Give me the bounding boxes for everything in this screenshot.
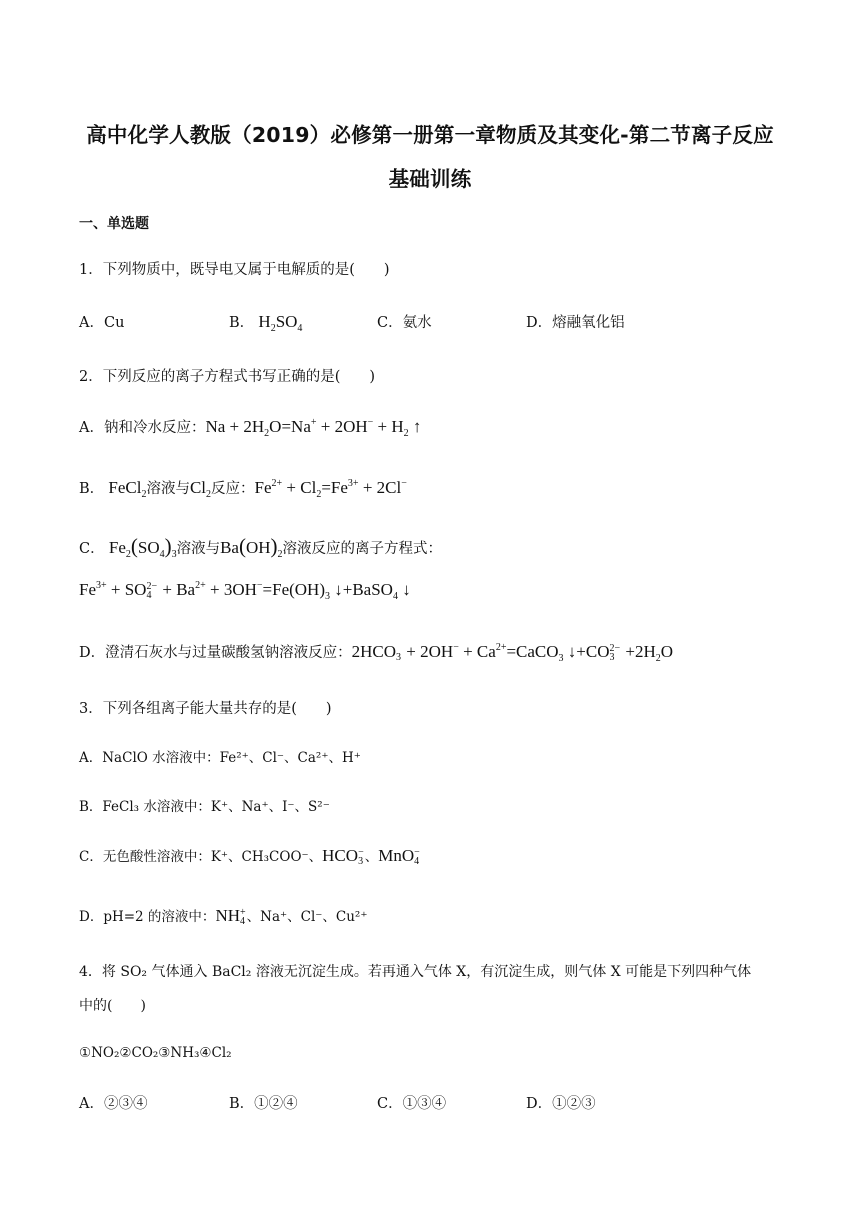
formula-h2so4: $H_2SO_4$	[254, 312, 303, 334]
q4-option-a: A．②③④	[79, 1096, 148, 1112]
q1-options	[79, 311, 719, 335]
q4-option-c: C．①③④	[377, 1096, 447, 1112]
equation-d: 2HCO 3 + $2OH^- + Ca^{2+}=CaCO_3$ ↓+CO 2− 3 $+2H_2O$	[351, 642, 674, 664]
doc-title-line2: 基础训练	[388, 167, 472, 191]
q1-option-c: C．氨水	[377, 315, 432, 331]
q2-option-d: D．澄清石灰水与过量碳酸氢钠溶液反应：2HCO 3 + $2OH^- + Ca^{2+}=CaCO_3$ ↓+CO 2− 3 $+2H_2O$	[79, 642, 674, 664]
q4-stem-line1: 4．将 SO₂ 气体通入 BaCl₂ 溶液无沉淀生成。若再通入气体 X，有沉淀生成，则气体 X 可能是下列四种气体	[79, 964, 752, 980]
equation-b: $Fe^{2+} + Cl_2=Fe^{3+} + 2Cl^-$	[254, 478, 407, 500]
q1-option-a: A．Cu	[79, 315, 125, 331]
q4-option-b: B．①②④	[229, 1096, 298, 1112]
q1-stem: 1．下列物质中，既导电又属于电解质的是( )	[79, 262, 390, 278]
q3-option-b: B．FeCl₃ 水溶液中：K⁺、Na⁺、I⁻、S²⁻	[79, 799, 330, 815]
q3-option-c: C．无色酸性溶液中：K⁺、CH₃COO⁻、HCO − 3 、MnO − 4	[79, 846, 420, 868]
q2-option-b: B． FeCl$_2$溶液与$Cl_2$反应：$Fe^{2+} + Cl_2=Fe^{3+} + 2Cl^-$	[79, 478, 407, 500]
q2-option-c: C． $Fe_2(SO_4)_3$溶液与$Ba(OH)_2$溶液反应的离子方程式：	[79, 534, 443, 560]
q3-stem: 3．下列各组离子能大量共存的是( )	[79, 701, 332, 717]
q2-stem: 2．下列反应的离子方程式书写正确的是( )	[79, 369, 376, 385]
q4-options	[79, 1092, 719, 1116]
q4-option-d: D．①②③	[526, 1096, 596, 1112]
q3-option-a: A．NaClO 水溶液中：Fe²⁺、Cl⁻、Ca²⁺、H⁺	[79, 750, 361, 766]
doc-title-line1: 高中化学人教版（2019）必修第一册第一章物质及其变化-第二节离子反应	[86, 123, 774, 147]
q4-stem-line2: 中的( )	[79, 998, 146, 1014]
equation-a: $Na + 2H_2O=Na^+ + 2OH^- + H_2$ ↑	[205, 417, 422, 439]
q2-option-a: A．钠和冷水反应：$Na + 2H_2O=Na^+ + 2OH^- + H_2$ ↑	[79, 417, 422, 439]
q1-option-b: B． $H_2SO_4$	[229, 312, 303, 334]
equation-c: $Fe^{3+}$ + SO 2− 4 + $Ba^{2+} + 3OH^-=Fe(OH)_3$ ↓+BaSO$_4$ ↓	[79, 580, 411, 602]
q3-option-d: D．pH=2 的溶液中：NH + 4 、Na⁺、Cl⁻、Cu²⁺	[79, 906, 368, 928]
section-heading: 一、单选题	[79, 216, 149, 232]
q4-gas-list: ①NO₂②CO₂③NH₃④Cl₂	[79, 1045, 232, 1061]
q1-option-d: D．熔融氧化铝	[526, 315, 625, 331]
